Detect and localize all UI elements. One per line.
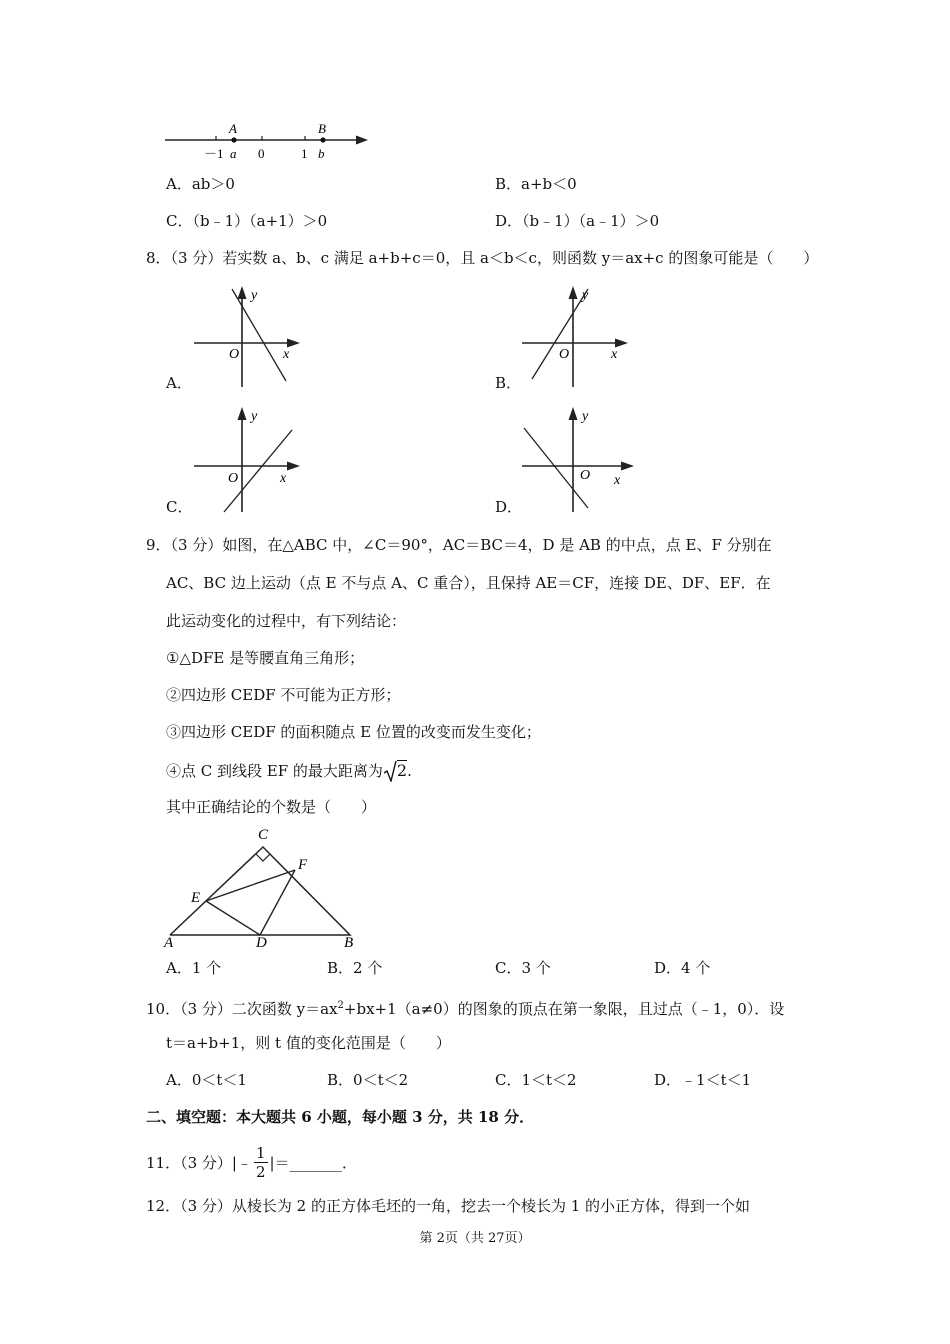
graph-d-x: x — [614, 473, 621, 488]
q10-option-a: A．0＜t＜1 — [166, 1071, 247, 1089]
q9-c4-radicand: 2 — [396, 761, 408, 780]
page-footer: 第 2页（共 27页） — [419, 1231, 531, 1246]
q7-option-b: B．a+b＜0 — [495, 175, 577, 193]
graph-a-o: O — [229, 347, 240, 362]
graph-b-y: y — [582, 288, 589, 303]
sqrt-sign-icon — [383, 760, 397, 782]
q8-stem: 8．（3 分）若实数 a、b、c 满足 a+b+c＝0，且 a＜b＜c，则函数 y＝ax+c 的图象可能是（ ） — [146, 249, 819, 267]
q8-option-b: B． — [495, 374, 522, 392]
label-B: B — [318, 121, 326, 136]
fraction-denominator: 2 — [255, 1162, 266, 1181]
q10-superscript: 2 — [337, 1000, 344, 1011]
tick-a: a — [230, 146, 237, 161]
q9-c4-suffix: . — [407, 762, 412, 780]
graph-option-b — [518, 283, 638, 388]
q9-option-b: B．2 个 — [327, 959, 383, 977]
q7-option-c: C．（b﹣1）（a+1）＞0 — [166, 212, 328, 230]
q11-prefix: 11．（3 分）|﹣ — [146, 1153, 252, 1172]
tick-0: 0 — [258, 146, 265, 161]
tick-b: b — [318, 146, 325, 161]
q7-option-a: A．ab＞0 — [166, 175, 235, 193]
q9-question: 其中正确结论的个数是（ ） — [166, 798, 377, 816]
tick-1: 1 — [301, 146, 308, 161]
q8-option-d: D． — [495, 498, 523, 516]
graph-c-x: x — [280, 471, 287, 486]
q10-stem-part-b: +bx+1（a≠0）的图象的顶点在第一象限，且过点（﹣1，0）．设 — [343, 1000, 785, 1018]
fraction-numerator: 1 — [255, 1143, 266, 1162]
fraction-one-half — [254, 1144, 268, 1181]
q10-stem-line-2: t＝a+b+1，则 t 值的变化范围是（ ） — [166, 1034, 451, 1052]
section-2-heading: 二、填空题：本大题共 6 小题，每小题 3 分，共 18 分． — [146, 1108, 535, 1126]
triangle-figure — [160, 822, 365, 950]
q11-line — [146, 1140, 357, 1184]
q8-option-a: A． — [166, 374, 192, 392]
graph-c-o: O — [228, 471, 239, 486]
q7-option-d: D．（b﹣1）（a﹣1）＞0 — [495, 212, 660, 230]
q9-conclusion-1: ①△DFE 是等腰直角三角形； — [166, 649, 365, 667]
number-line-figure — [160, 118, 375, 164]
q9-conclusion-2: ②四边形 CEDF 不可能为正方形； — [166, 686, 401, 704]
point-a-dot — [231, 137, 236, 142]
q10-option-c: C．1＜t＜2 — [495, 1071, 577, 1089]
q9-conclusion-3: ③四边形 CEDF 的面积随点 E 位置的改变而发生变化； — [166, 723, 541, 741]
point-b-dot — [320, 137, 325, 142]
graph-c-y: y — [251, 409, 258, 424]
q9-option-d: D．4 个 — [654, 959, 711, 977]
vertex-C: C — [258, 827, 269, 843]
q9-stem-line-1: 9．（3 分）如图，在△ABC 中，∠C＝90°，AC＝BC＝4，D 是 AB 的中点，点 E、F 分别在 — [146, 536, 772, 554]
vertex-E: E — [191, 890, 201, 906]
q9-conclusion-4 — [166, 760, 412, 782]
q11-suffix: |＝_______． — [269, 1153, 358, 1172]
graph-option-d — [518, 404, 643, 514]
graph-a-x: x — [283, 347, 290, 362]
q12-stem: 12．（3 分）从棱长为 2 的正方体毛坯的一角，挖去一个棱长为 1 的小正方体，得到一个如 — [146, 1197, 751, 1215]
vertex-A: A — [164, 935, 174, 950]
q10-stem-part-a: 10．（3 分）二次函数 y＝ax — [146, 1000, 338, 1018]
label-A: A — [229, 121, 237, 136]
tick-neg1: －1 — [204, 146, 224, 161]
q9-option-c: C．3 个 — [495, 959, 551, 977]
graph-b-o: O — [559, 347, 570, 362]
vertex-F: F — [298, 857, 308, 873]
q9-c4-prefix: ④点 C 到线段 EF 的最大距离为 — [166, 762, 383, 780]
graph-b-x: x — [611, 347, 618, 362]
q8-option-c: C． — [166, 498, 193, 516]
q10-option-b: B．0＜t＜2 — [327, 1071, 409, 1089]
q9-stem-line-2: AC、BC 边上运动（点 E 不与点 A、C 重合），且保持 AE＝CF，连接 DE、DF、EF．在 — [166, 574, 771, 592]
graph-a-y: y — [251, 288, 258, 303]
graph-d-o: O — [580, 468, 591, 483]
q10-option-d: D．﹣1＜t＜1 — [654, 1071, 752, 1089]
vertex-B: B — [344, 935, 354, 950]
graph-option-c — [190, 404, 310, 514]
graph-option-a — [190, 283, 310, 388]
vertex-D: D — [256, 935, 267, 950]
q9-option-a: A．1 个 — [166, 959, 222, 977]
q10-stem-line-1 — [146, 996, 784, 1019]
q9-stem-line-3: 此运动变化的过程中，有下列结论： — [166, 612, 407, 630]
graph-d-y: y — [582, 409, 589, 424]
